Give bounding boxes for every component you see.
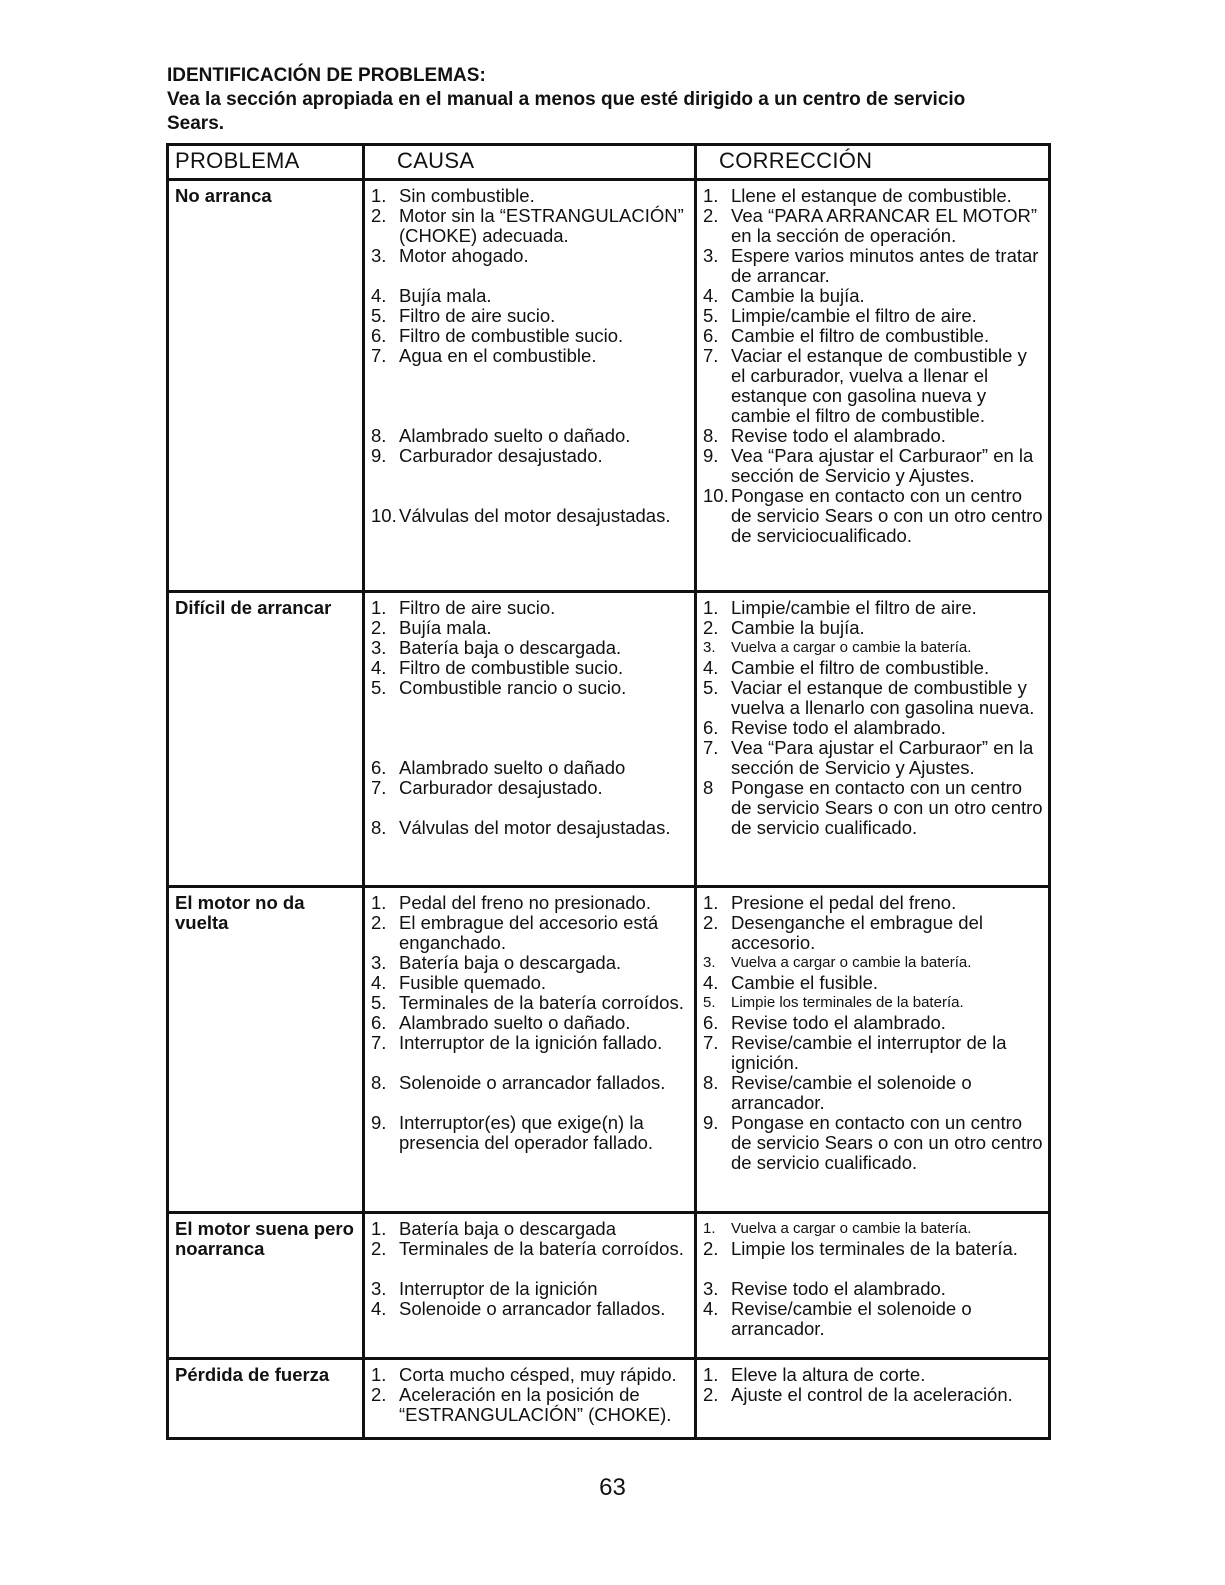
correction-item [703, 1033, 1044, 1073]
cause-item [371, 206, 690, 246]
table-header-row [168, 145, 1050, 180]
item-number: 1. [703, 597, 719, 618]
item-number: 5. [703, 994, 716, 1011]
cause-item [371, 758, 690, 778]
item-text: Alambrado suelto o dañado [399, 757, 626, 778]
header-problem: PROBLEMA [168, 145, 364, 180]
item-number: 4. [371, 285, 387, 306]
item-text: Cambie el filtro de combustible. [731, 657, 990, 678]
cause-item [371, 913, 690, 953]
correction-list [703, 893, 1044, 1173]
item-text: Agua en el combustible. [399, 345, 597, 366]
item-text: Desenganche el embrague del accesorio. [731, 912, 983, 953]
cause-item [371, 618, 690, 638]
table-row [168, 887, 1050, 1213]
item-number: 7. [371, 777, 387, 798]
item-number: 1. [371, 892, 387, 913]
item-text: Filtro de aire sucio. [399, 597, 556, 618]
item-text: Motor ahogado. [399, 245, 529, 266]
item-number: 7. [371, 1032, 387, 1053]
item-text: Aceleración en la posición de “ESTRANGULACIÓN” (CHOKE). [399, 1384, 672, 1425]
cause-item [371, 286, 690, 306]
item-number: 2. [703, 617, 719, 638]
correction-cell [696, 887, 1050, 1213]
item-number: 4. [703, 657, 719, 678]
item-text: Batería baja o descargada. [399, 637, 622, 658]
item-number: 2. [703, 1238, 719, 1259]
cause-list [371, 1365, 690, 1425]
correction-item [703, 1385, 1044, 1405]
item-text: Alambrado suelto o dañado. [399, 1012, 631, 1033]
item-number: 7. [703, 345, 719, 366]
item-text: Vea “Para ajustar el Carburaor” en la sección de Servicio y Ajustes. [731, 445, 1034, 486]
item-number: 5. [371, 677, 387, 698]
item-number: 3. [703, 245, 719, 266]
item-number: 9. [703, 1112, 719, 1133]
cause-cell [364, 592, 696, 887]
problem-cell: Difícil de arrancar [168, 592, 364, 887]
correction-item [703, 1279, 1044, 1299]
item-number: 4. [371, 1298, 387, 1319]
correction-item [703, 913, 1044, 953]
item-text: Solenoide o arrancador fallados. [399, 1072, 666, 1093]
item-number: 2. [371, 1384, 387, 1405]
cause-item [371, 1073, 690, 1093]
item-number: 6. [371, 325, 387, 346]
correction-item [703, 953, 1044, 973]
item-number: 1. [371, 597, 387, 618]
item-text: Filtro de combustible sucio. [399, 657, 624, 678]
item-number: 3. [703, 954, 716, 971]
item-number: 8. [703, 425, 719, 446]
item-number: 5. [703, 677, 719, 698]
item-number: 8. [703, 1072, 719, 1093]
item-text: Pongase en contacto con un centro de servicio Sears o con un otro centro de serviciocualificado. [731, 485, 1043, 546]
correction-item [703, 1013, 1044, 1033]
item-number: 2. [703, 912, 719, 933]
item-text: Carburador desajustado. [399, 445, 603, 466]
cause-item [371, 1113, 690, 1153]
problem-cell: El motor suena pero noarranca [168, 1213, 364, 1359]
correction-item [703, 778, 1044, 838]
cause-item [371, 1385, 690, 1425]
item-text: Revise todo el alambrado. [731, 425, 946, 446]
cause-item [371, 778, 690, 798]
correction-item [703, 893, 1044, 913]
item-number: 3. [371, 952, 387, 973]
cause-item [371, 638, 690, 658]
item-number: 8 [703, 777, 714, 798]
cause-item [371, 678, 690, 698]
item-text: Llene el estanque de combustible. [731, 185, 1012, 206]
correction-item [703, 426, 1044, 446]
correction-cell [696, 1359, 1050, 1439]
cause-item [371, 598, 690, 618]
item-number: 1. [371, 185, 387, 206]
item-text: Revise/cambie el solenoide o arrancador. [731, 1072, 972, 1113]
item-number: 6. [371, 1012, 387, 1033]
item-text: Pedal del freno no presionado. [399, 892, 651, 913]
correction-list [703, 598, 1044, 838]
item-number: 4. [371, 657, 387, 678]
item-text: Filtro de combustible sucio. [399, 325, 624, 346]
correction-item [703, 738, 1044, 778]
item-number: 5. [371, 992, 387, 1013]
cause-item [371, 1239, 690, 1259]
cause-item [371, 953, 690, 973]
correction-list [703, 1219, 1044, 1339]
correction-item [703, 346, 1044, 426]
correction-item [703, 1219, 1044, 1239]
correction-item [703, 1365, 1044, 1385]
item-text: Batería baja o descargada [399, 1218, 617, 1239]
item-number: 8. [371, 1072, 387, 1093]
item-text: Interruptor de la ignición fallado. [399, 1032, 663, 1053]
table-row [168, 1213, 1050, 1359]
item-number: 3. [371, 1278, 387, 1299]
item-number: 1. [703, 1220, 716, 1237]
item-number: 2. [703, 205, 719, 226]
correction-cell [696, 180, 1050, 592]
item-number: 2. [371, 1238, 387, 1259]
cause-item [371, 818, 690, 838]
correction-item [703, 678, 1044, 718]
item-number: 3. [371, 637, 387, 658]
item-text: Terminales de la batería corroídos. [399, 1238, 684, 1259]
cause-item [371, 1033, 690, 1053]
item-number: 8. [371, 817, 387, 838]
correction-item [703, 326, 1044, 346]
item-text: Limpie/cambie el filtro de aire. [731, 597, 977, 618]
correction-item [703, 993, 1044, 1013]
item-text: Revise todo el alambrado. [731, 1278, 946, 1299]
correction-item [703, 1113, 1044, 1173]
item-text: Interruptor(es) que exige(n) la presencia del operador fallado. [399, 1112, 654, 1153]
item-number: 2. [371, 617, 387, 638]
item-text: Pongase en contacto con un centro de servicio Sears o con un otro centro de servicio cualificado. [731, 1112, 1043, 1173]
cause-item [371, 186, 690, 206]
problem-cell: El motor no da vuelta [168, 887, 364, 1213]
item-number: 9. [703, 445, 719, 466]
item-number: 10. [703, 485, 729, 506]
cause-item [371, 658, 690, 678]
cause-item [371, 346, 690, 366]
cause-item [371, 893, 690, 913]
item-number: 3. [703, 1278, 719, 1299]
item-text: Revise todo el alambrado. [731, 1012, 946, 1033]
item-number: 3. [703, 639, 716, 656]
item-text: Limpie/cambie el filtro de aire. [731, 305, 977, 326]
correction-list [703, 1365, 1044, 1405]
item-number: 2. [371, 912, 387, 933]
correction-item [703, 486, 1044, 546]
correction-item [703, 186, 1044, 206]
item-text: Vaciar el estanque de combustible y vuelva a llenarlo con gasolina nueva. [731, 677, 1035, 718]
item-number: 5. [703, 305, 719, 326]
item-text: Pongase en contacto con un centro de servicio Sears o con un otro centro de servicio cualificado. [731, 777, 1043, 838]
correction-item [703, 1299, 1044, 1339]
item-text: Vea “PARA ARRANCAR EL MOTOR” en la sección de operación. [731, 205, 1038, 246]
correction-item [703, 658, 1044, 678]
correction-cell [696, 1213, 1050, 1359]
correction-item [703, 286, 1044, 306]
problem-cell: Pérdida de fuerza [168, 1359, 364, 1439]
item-text: Vaciar el estanque de combustible y el carburador, vuelva a llenar el estanque con gasolina nueva y cambie el filtro de combustible. [731, 345, 1027, 426]
item-text: Interruptor de la ignición [399, 1278, 598, 1299]
item-number: 4. [703, 285, 719, 306]
cause-item [371, 993, 690, 1013]
item-number: 7. [703, 737, 719, 758]
item-text: Limpie los terminales de la batería. [731, 1238, 1018, 1259]
item-text: Solenoide o arrancador fallados. [399, 1298, 666, 1319]
correction-item [703, 1073, 1044, 1113]
item-number: 6. [371, 757, 387, 778]
cause-cell [364, 1213, 696, 1359]
cause-item [371, 446, 690, 466]
item-text: Válvulas del motor desajustadas. [399, 817, 671, 838]
item-text: Revise/cambie el solenoide o arrancador. [731, 1298, 972, 1339]
table-row [168, 592, 1050, 887]
page-number: 63 [599, 1474, 626, 1501]
correction-item [703, 638, 1044, 658]
item-text: Vuelva a cargar o cambie la batería. [731, 1220, 972, 1237]
item-text: Vea “Para ajustar el Carburaor” en la sección de Servicio y Ajustes. [731, 737, 1034, 778]
cause-item [371, 973, 690, 993]
item-text: Revise todo el alambrado. [731, 717, 946, 738]
item-text: Bujía mala. [399, 617, 492, 638]
troubleshooting-table [166, 143, 1051, 1440]
cause-item [371, 246, 690, 266]
item-text: Válvulas del motor desajustadas. [399, 505, 671, 526]
cause-item [371, 1365, 690, 1385]
item-number: 6. [703, 1012, 719, 1033]
correction-item [703, 206, 1044, 246]
cause-item [371, 1013, 690, 1033]
item-text: Cambie la bujía. [731, 617, 865, 638]
item-number: 1. [703, 1364, 719, 1385]
item-number: 4. [371, 972, 387, 993]
item-text: Vuelva a cargar o cambie la batería. [731, 954, 972, 971]
item-number: 1. [371, 1218, 387, 1239]
correction-list [703, 186, 1044, 546]
item-text: Espere varios minutos antes de tratar de arrancar. [731, 245, 1039, 286]
item-number: 1. [703, 185, 719, 206]
item-number: 2. [703, 1384, 719, 1405]
item-number: 1. [703, 892, 719, 913]
cause-list [371, 186, 690, 526]
item-number: 8. [371, 425, 387, 446]
item-text: Cambie la bujía. [731, 285, 865, 306]
header-cause: CAUSA [364, 145, 696, 180]
correction-item [703, 1239, 1044, 1259]
heading-title: IDENTIFICACIÓN DE PROBLEMAS: [167, 65, 486, 86]
item-text: Cambie el filtro de combustible. [731, 325, 990, 346]
item-number: 1. [371, 1364, 387, 1385]
cause-item [371, 426, 690, 446]
table-body [168, 180, 1050, 1439]
item-text: Motor sin la “ESTRANGULACIÓN” (CHOKE) adecuada. [399, 205, 684, 246]
item-text: Limpie los terminales de la batería. [731, 994, 964, 1011]
correction-item [703, 306, 1044, 326]
item-number: 5. [371, 305, 387, 326]
item-text: Eleve la altura de corte. [731, 1364, 926, 1385]
item-text: Batería baja o descargada. [399, 952, 622, 973]
cause-item [371, 1219, 690, 1239]
item-text: Bujía mala. [399, 285, 492, 306]
item-text: Filtro de aire sucio. [399, 305, 556, 326]
item-number: 6. [703, 717, 719, 738]
item-text: Alambrado suelto o dañado. [399, 425, 631, 446]
item-text: Presione el pedal del freno. [731, 892, 957, 913]
item-text: Cambie el fusible. [731, 972, 879, 993]
item-number: 3. [371, 245, 387, 266]
header-correction: CORRECCIÓN [696, 145, 1050, 180]
cause-cell [364, 1359, 696, 1439]
item-number: 6. [703, 325, 719, 346]
item-text: Carburador desajustado. [399, 777, 603, 798]
cause-list [371, 893, 690, 1153]
item-text: El embrague del accesorio está enganchado. [399, 912, 659, 953]
item-number: 2. [371, 205, 387, 226]
item-text: Ajuste el control de la aceleración. [731, 1384, 1013, 1405]
item-number: 7. [703, 1032, 719, 1053]
item-text: Fusible quemado. [399, 972, 547, 993]
item-number: 9. [371, 1112, 387, 1133]
item-text: Sin combustible. [399, 185, 535, 206]
item-text: Corta mucho césped, muy rápido. [399, 1364, 677, 1385]
correction-item [703, 246, 1044, 286]
table-row [168, 180, 1050, 592]
correction-item [703, 446, 1044, 486]
item-text: Revise/cambie el interruptor de la ignición. [731, 1032, 1007, 1073]
cause-list [371, 598, 690, 838]
page-heading [167, 64, 1067, 136]
correction-item [703, 598, 1044, 618]
cause-cell [364, 180, 696, 592]
cause-cell [364, 887, 696, 1213]
cause-item [371, 326, 690, 346]
item-number: 4. [703, 1298, 719, 1319]
cause-item [371, 306, 690, 326]
item-number: 4. [703, 972, 719, 993]
cause-item [371, 506, 690, 526]
item-number: 9. [371, 445, 387, 466]
item-number: 7. [371, 345, 387, 366]
item-text: Terminales de la batería corroídos. [399, 992, 684, 1013]
correction-item [703, 618, 1044, 638]
item-text: Combustible rancio o sucio. [399, 677, 627, 698]
table-row [168, 1359, 1050, 1439]
cause-list [371, 1219, 690, 1319]
cause-item [371, 1299, 690, 1319]
correction-item [703, 973, 1044, 993]
item-text: Vuelva a cargar o cambie la batería. [731, 639, 972, 656]
heading-instructions: Vea la sección apropiada en el manual a menos que esté dirigido a un centro de servicio Sears. [167, 89, 966, 134]
cause-item [371, 1279, 690, 1299]
problem-cell: No arranca [168, 180, 364, 592]
correction-cell [696, 592, 1050, 887]
correction-item [703, 718, 1044, 738]
item-number: 10. [371, 505, 397, 526]
